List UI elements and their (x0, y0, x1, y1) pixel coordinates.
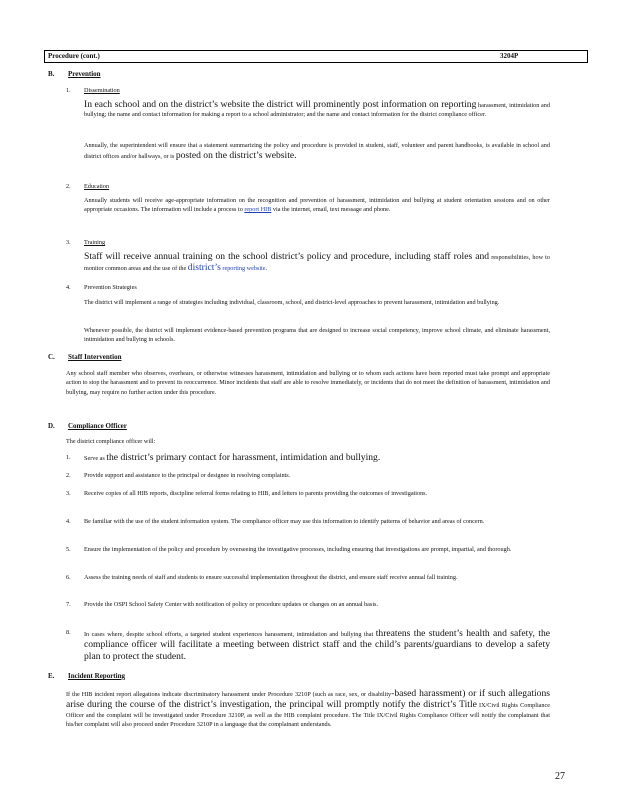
emphasized-text: posted on the district’s website. (175, 150, 297, 162)
item-number: 6. (66, 574, 71, 581)
body-text: If the HIB incident report allegations indicate discriminatory harassment under Procedure 3210P (such as race, sex, or disability (66, 691, 392, 698)
item-title: Prevention Strategies (84, 284, 137, 291)
reporting-website-link[interactable]: reporting website (220, 265, 266, 273)
training-paragraph (84, 251, 550, 274)
body-text: The district will implement a range of strategies including individual, classroom, school, and district-level approaches to prevent harassment, intimidation and bullying. (84, 299, 500, 306)
item-text (84, 628, 550, 662)
staff-intervention-paragraph (66, 369, 550, 397)
item-number: 3. (66, 239, 71, 246)
item-number: 3. (66, 490, 71, 497)
item-number: 2. (66, 472, 71, 479)
item-text: Provide support and assistance to the principal or designee in resolving complaints. (84, 472, 291, 479)
body-text: Annually, the superintendent will ensure that a statement summarizing the policy and procedure is provided in student, staff, volunteer and parent handbooks, is available in school and district offices and/or hallways, or is (84, 142, 550, 161)
item-text: Be familiar with the use of the student information system. The compliance officer may use this information to identify patterns of behavior and areas of concern. (84, 518, 485, 525)
item-title: Dissemination (84, 87, 120, 94)
item-text: Receive copies of all HIB reports, discipline referral forms relating to HIB, and letters to parents providing the outcomes of investigations. (84, 490, 428, 497)
item-number: 7. (66, 601, 71, 608)
body-text: Annually students will receive age-appropriate information on the recognition and prevention of harassment, intimidation and bullying at student orientation sessions and on other appropriate occasions. The information will include a process to (84, 197, 550, 214)
item-title: Education (84, 183, 110, 190)
section-title: Staff Intervention (68, 353, 122, 361)
item-title: Training (84, 239, 106, 246)
item-text (84, 452, 550, 463)
body-text: Whenever possible, the district will implement evidence-based prevention programs that are designed to increase social competency, improve school climate, and eliminate harassment, intimidation and bullying in schools. (84, 327, 550, 344)
emphasized-text: In each school and on the district’s website the district will prominently post information on reporting (84, 99, 477, 110)
page-number: 27 (555, 771, 565, 782)
prevention-strategies-paragraph (84, 298, 550, 307)
emphasized-text: threatens the student’s health and safety, the compliance officer will facilitate a meeting between district staff and the child’s parents/guardians to develop a safety plan to protect the student. (84, 628, 550, 662)
header-title: Procedure (cont.) (48, 52, 100, 60)
evidence-based-paragraph (84, 326, 550, 345)
body-text: . (265, 265, 268, 273)
section-title: Compliance Officer (68, 422, 127, 430)
emphasized-text: the district’s primary contact for harassment, intimidation and bullying. (106, 452, 381, 463)
item-number: 2. (66, 183, 71, 190)
emphasized-text: Staff will receive annual training on the school district’s policy and procedure, including staff roles and (84, 251, 490, 262)
item-text: Assess the training needs of staff and students to ensure successful implementation throughout the district, and ensure staff receive annual fall training. (84, 574, 458, 581)
item-text: Ensure the implementation of the policy and procedure by overseeing the investigative processes, including ensuring that investigations are prompt, impartial, and thorough. (84, 546, 512, 553)
report-hib-link[interactable]: report HIB (244, 206, 272, 214)
compliance-intro (66, 437, 550, 446)
item-number: 1. (66, 87, 71, 94)
section-title: Incident Reporting (68, 672, 125, 680)
section-letter: E. (48, 672, 55, 680)
section-title: Prevention (68, 70, 101, 78)
section-letter: D. (48, 422, 55, 430)
item-number: 8. (66, 629, 71, 636)
incident-reporting-paragraph (66, 688, 550, 730)
emphasized-text: -based harassment) or if such allegations arise during the course of the district’s investigation, the principal will promptly notify the district’s Title (66, 688, 550, 711)
item-number: 1. (66, 454, 71, 461)
body-text: responsibilities, how to monitor common areas and the use of the (84, 254, 550, 273)
education-paragraph (84, 196, 550, 215)
item-number: 4. (66, 518, 71, 525)
body-text: via the internet, email, text message and phone. (271, 206, 391, 214)
body-text: harassment, intimidation and bullying; the name and contact information for making a report to a school administrator; and the name and contact information for the district compliance officer. (84, 102, 550, 119)
item-number: 4. (66, 284, 71, 291)
header-procedure-number: 3204P (500, 52, 519, 60)
body-text: IX/Civil Rights Compliance Officer and the complaint will be investigated under Procedure 3210P, as well as the HIB complaint procedure. The Title IX/Civil Rights Compliance Officer will notify the complainant that his/her complaint will also proceed under Procedure 3210P in a language that the complainant understands. (66, 702, 551, 729)
body-text: Serve as (84, 455, 107, 462)
item-text: Provide the OSPI School Safety Center with notification of policy or procedure updates or changes on an annual basis. (84, 601, 379, 608)
handbook-paragraph (84, 141, 550, 162)
body-text: The district compliance officer will: (66, 438, 156, 445)
body-text: Any school staff member who observes, overhears, or otherwise witnesses harassment, intimidation and bullying or to whom such actions have been reported must take prompt and appropriate action to stop the harassment and to prevent its reoccurrence. Minor incidents that staff are able to resolve immediately, or incidents that do not meet the definition of harassment, intimidation and bullying, may require no further action under this procedure. (66, 370, 550, 396)
item-number: 5. (66, 546, 71, 553)
body-text: In cases where, despite school efforts, a targeted student experiences harassment, intimidation and bullying that (84, 631, 376, 638)
dissemination-paragraph (84, 99, 550, 120)
section-letter: B. (48, 70, 55, 78)
section-letter: C. (48, 353, 55, 361)
reporting-website-text: district’s (187, 262, 221, 274)
procedure-header-box (44, 50, 588, 63)
